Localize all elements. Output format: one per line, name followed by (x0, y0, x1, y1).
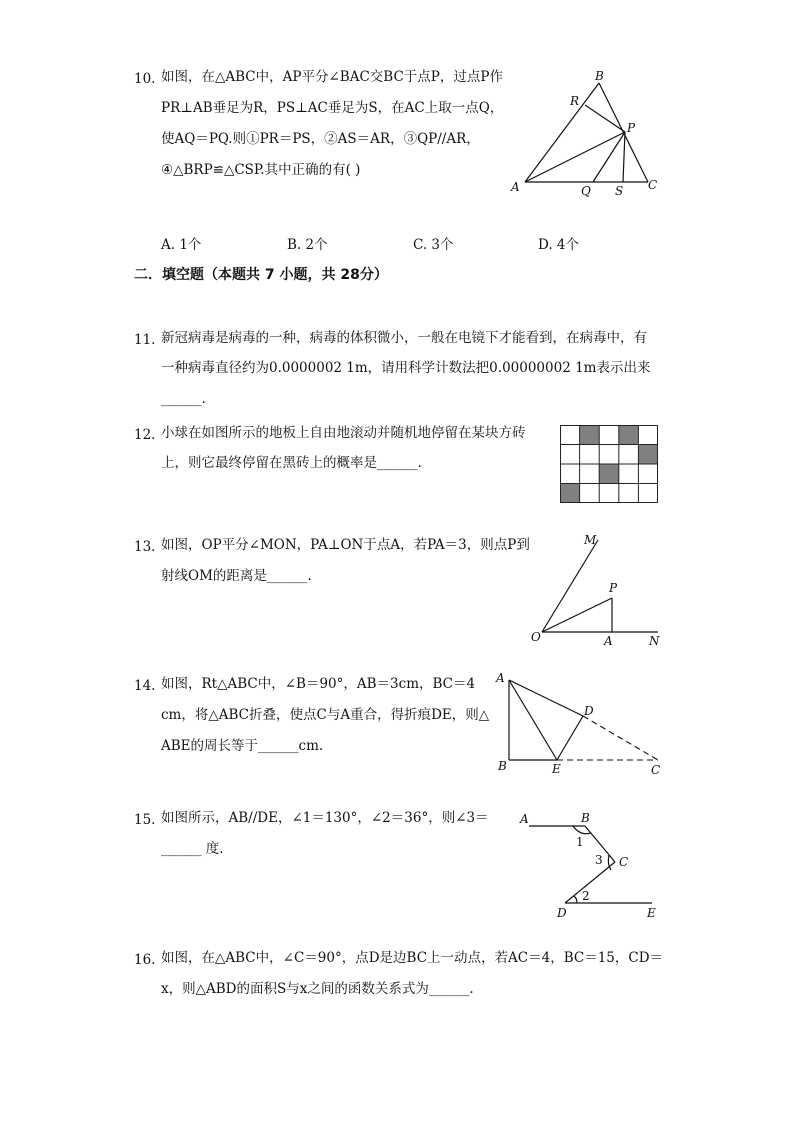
q10-label-c: C (648, 178, 658, 192)
black-tile (560, 484, 580, 504)
q15-angle-2-label: 2 (582, 889, 590, 903)
black-tile (619, 425, 639, 445)
q12-line-2: 上，则它最终停留在黑砖上的概率是______. (161, 455, 422, 471)
q10-label-p: P (627, 121, 636, 135)
q10-line-4: ④△BRP≌△CSP.其中正确的有( ) (161, 162, 361, 178)
q14-number: 14. (134, 678, 156, 694)
q10-label-b: B (595, 69, 604, 83)
q11-line-1: 新冠病毒是病毒的一种，病毒的体积微小，一般在电镜下才能看到，在病毒中，有 (161, 330, 647, 346)
q10-label-r: R (570, 94, 580, 108)
q15-label-d: D (557, 906, 567, 920)
q10-option-b: B. 2个 (287, 237, 328, 253)
q15-label-c: C (619, 855, 629, 869)
q13-number: 13. (134, 539, 156, 555)
q10-line-1: 如图，在△ABC中，AP平分∠BAC交BC于点P，过点P作 (161, 69, 503, 85)
q10-option-d: D. 4个 (538, 237, 580, 253)
q13-label-n: N (649, 634, 660, 648)
q15-label-b: B (581, 811, 590, 825)
q15-line-2: ______ 度. (161, 841, 224, 857)
q10-line-2: PR⊥AB垂足为R，PS⊥AC垂足为S，在AC上取一点Q， (161, 100, 504, 116)
q11-number: 11. (134, 332, 156, 348)
black-tile (638, 445, 658, 465)
q16-line-1: 如图，在△ABC中，∠C＝90°，点D是边BC上一动点，若AC＝4，BC＝15，CD＝ (161, 950, 664, 966)
q11-line-3: ______. (161, 391, 206, 407)
q16-number: 16. (134, 952, 156, 968)
q14-figure (493, 668, 668, 780)
q13-figure (528, 530, 668, 650)
q13-label-p: P (609, 581, 618, 595)
section-2-title: 二．填空题（本题共 7 小题，共 28分） (134, 267, 388, 283)
q15-angle-3-label: 3 (595, 853, 603, 867)
q10-option-a: A. 1个 (161, 237, 202, 253)
q10-figure (505, 65, 670, 200)
q13-line-2: 射线OM的距离是______. (161, 568, 312, 584)
q13-label-a: A (604, 634, 613, 648)
q13-label-m: M (584, 533, 597, 547)
q14-line-2: cm，将△ABC折叠，使点C与A重合，得折痕DE，则△ (161, 707, 490, 723)
q14-label-e: E (552, 762, 561, 776)
q15-angle-1-label: 1 (576, 835, 584, 849)
q10-option-c: C. 3个 (413, 237, 454, 253)
q14-label-a: A (496, 671, 505, 685)
q14-line-1: 如图，Rt△ABC中，∠B＝90°，AB＝3cm，BC＝4 (161, 676, 476, 692)
q10-number: 10. (134, 71, 156, 87)
black-tile (599, 464, 619, 484)
q12-number: 12. (134, 427, 156, 443)
q10-label-q: Q (581, 184, 591, 198)
q16-line-2: x，则△ABD的面积S与x之间的函数关系式为______. (161, 981, 474, 997)
q10-line-3: 使AQ＝PQ.则①PR＝PS，②AS＝AR，③QP//AR， (161, 131, 480, 147)
q14-line-3: ABE的周长等于______cm. (161, 738, 324, 754)
q15-line-1: 如图所示，AB//DE，∠1＝130°，∠2＝36°，则∠3＝ (161, 810, 489, 826)
black-tile (580, 425, 600, 445)
q12-tile-grid (560, 425, 658, 503)
q10-label-s: S (615, 184, 624, 198)
q14-label-d: D (584, 704, 594, 718)
q14-label-c: C (651, 763, 661, 777)
q13-line-1: 如图，OP平分∠MON，PA⊥ON于点A，若PA＝3，则点P到 (161, 537, 530, 553)
q15-label-e: E (647, 906, 656, 920)
q12-line-1: 小球在如图所示的地板上自由地滚动并随机地停留在某块方砖 (161, 425, 526, 441)
q11-line-2: 一种病毒直径约为0.0000002 1m，请用科学计数法把0.00000002 1m表示出来 (161, 360, 651, 376)
q15-number: 15. (134, 812, 156, 828)
q13-label-o: O (531, 630, 541, 644)
q10-label-a: A (511, 180, 520, 194)
q15-label-a: A (520, 812, 529, 826)
q14-label-b: B (498, 759, 507, 773)
q15-figure (515, 808, 665, 923)
